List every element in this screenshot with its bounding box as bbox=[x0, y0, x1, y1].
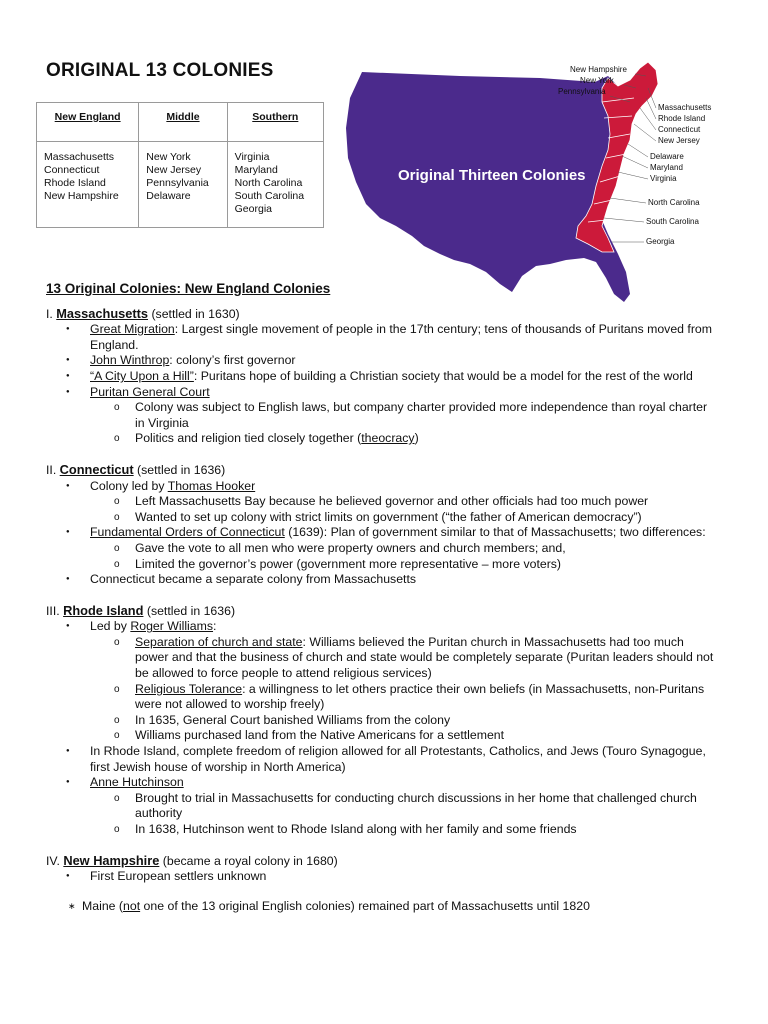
header-new-england: New England bbox=[37, 103, 139, 142]
sub-text: ) bbox=[414, 431, 419, 446]
colony-name: Rhode Island bbox=[63, 602, 144, 618]
bullet-item bbox=[46, 353, 716, 369]
bullet-item bbox=[46, 619, 716, 744]
map-label: New Jersey bbox=[658, 136, 700, 145]
sub-list bbox=[90, 494, 716, 525]
sub-item bbox=[90, 713, 716, 729]
bullet-item bbox=[46, 322, 716, 353]
colony-item: New York bbox=[146, 151, 191, 163]
colony-item: New Hampshire bbox=[44, 190, 119, 202]
map-label: Massachusetts bbox=[658, 103, 712, 112]
colony-item: Connecticut bbox=[44, 164, 100, 176]
section-title-line bbox=[46, 462, 716, 479]
colony-item: Massachusetts bbox=[44, 151, 115, 163]
bullet-text: In Rhode Island, complete freedom of religion allowed for all Protestants, Catholics, and Jews (Touro Synagogue, first Jewish house of worship in North America) bbox=[90, 744, 706, 774]
bullet-term: Anne Hutchinson bbox=[90, 775, 184, 790]
settled-note: (settled in 1636) bbox=[143, 603, 236, 618]
map-label: Delaware bbox=[650, 152, 684, 161]
map-label: Virginia bbox=[650, 174, 677, 183]
outline-section bbox=[46, 853, 716, 885]
map-label: Maryland bbox=[650, 163, 683, 172]
sub-item bbox=[90, 791, 716, 822]
bullet-term: Thomas Hooker bbox=[167, 478, 256, 493]
sub-list bbox=[90, 400, 716, 447]
bullet-text: (1639): Plan of government similar to that of Massachusetts; two differences: bbox=[284, 525, 706, 540]
middle-cell bbox=[139, 142, 227, 228]
bullet-term: Great Migration bbox=[90, 322, 175, 337]
bullet-item bbox=[46, 744, 716, 775]
sub-item bbox=[90, 557, 716, 573]
bullet-text: : Puritans hope of building a Christian society that would be a model for the rest of the world bbox=[193, 368, 693, 383]
header-middle: Middle bbox=[139, 103, 227, 142]
sub-term: theocracy bbox=[361, 431, 415, 446]
asterisk-icon: ∗ bbox=[68, 900, 76, 911]
bullet-item bbox=[46, 869, 716, 885]
sub-text: Colony was subject to English laws, but company charter provided more independence than royal charter in Virginia bbox=[135, 400, 708, 430]
bullet-list bbox=[46, 869, 716, 885]
sub-item bbox=[90, 541, 716, 557]
map-label: North Carolina bbox=[648, 198, 700, 207]
sub-item bbox=[90, 635, 716, 682]
sub-text: Gave the vote to all men who were property owners and church members; and, bbox=[135, 540, 566, 555]
sub-text: Williams purchased land from the Native Americans for a settlement bbox=[135, 728, 505, 743]
bullet-item bbox=[46, 525, 716, 572]
bullet-list bbox=[46, 322, 716, 447]
sections-container bbox=[46, 306, 716, 885]
bullet-term: Fundamental Orders of Connecticut bbox=[90, 525, 285, 540]
sub-text: Left Massachusetts Bay because he believed governor and other officials had too much power bbox=[135, 494, 649, 509]
colonies-map bbox=[340, 58, 720, 308]
sub-text: In 1635, General Court banished Williams from the colony bbox=[135, 712, 451, 727]
bullet-text: : bbox=[213, 619, 217, 634]
map-label: Rhode Island bbox=[658, 114, 706, 123]
sub-item bbox=[90, 510, 716, 526]
bullet-text: Connecticut became a separate colony from Massachusetts bbox=[90, 572, 417, 587]
colony-item: South Carolina bbox=[234, 190, 305, 202]
bullet-text: First European settlers unknown bbox=[90, 869, 267, 884]
bullet-text: Colony led by bbox=[90, 478, 168, 493]
colony-item: Georgia bbox=[234, 203, 272, 215]
colony-item: Rhode Island bbox=[44, 177, 106, 189]
colonies-table bbox=[36, 102, 324, 228]
colony-item: Maryland bbox=[234, 164, 278, 176]
sub-text: Brought to trial in Massachusetts for conducting church discussions in her home that challenged church authority bbox=[135, 790, 697, 821]
roman-numeral: II. bbox=[46, 462, 57, 477]
colony-item: Virginia bbox=[234, 151, 270, 163]
sub-item bbox=[90, 728, 716, 744]
colony-item: Delaware bbox=[146, 190, 191, 202]
sub-text: Limited the governor’s power (government more representative – more voters) bbox=[135, 556, 562, 571]
roman-numeral: III. bbox=[46, 603, 60, 618]
section-title-line bbox=[46, 306, 716, 323]
bullet-text: : colony’s first governor bbox=[169, 353, 296, 368]
bullet-term: John Winthrop bbox=[90, 353, 170, 368]
southern-cell bbox=[227, 142, 323, 228]
sub-text: In 1638, Hutchinson went to Rhode Island along with her family and some friends bbox=[135, 822, 577, 836]
map-label: New Hampshire bbox=[570, 65, 627, 74]
sub-item bbox=[90, 682, 716, 713]
sub-list bbox=[90, 541, 716, 572]
roman-numeral: I. bbox=[46, 306, 53, 321]
sub-item bbox=[90, 494, 716, 510]
footnote bbox=[46, 899, 716, 915]
outline-section bbox=[46, 462, 716, 588]
footnote-post: one of the 13 original English colonies) remained part of Massachusetts until 1820 bbox=[140, 898, 590, 913]
settled-note: (settled in 1636) bbox=[133, 462, 226, 477]
bullet-term: Roger Williams bbox=[130, 619, 214, 634]
sub-item bbox=[90, 400, 716, 431]
sub-text: : a willingness to let others practice their own beliefs (in Massachusetts, non-Puritans were not allowed to worship freely) bbox=[135, 681, 705, 712]
bullet-item bbox=[46, 369, 716, 385]
map-title: Original Thirteen Colonies bbox=[398, 167, 586, 184]
bullet-text: Led by bbox=[90, 619, 131, 634]
sub-term: Religious Tolerance bbox=[135, 681, 243, 696]
outline-section bbox=[46, 603, 716, 838]
bullet-list bbox=[46, 479, 716, 588]
settled-note: (became a royal colony in 1680) bbox=[159, 853, 338, 868]
sub-item bbox=[90, 822, 716, 838]
bullet-list bbox=[46, 619, 716, 837]
bullet-item bbox=[46, 479, 716, 526]
map-label: Georgia bbox=[646, 237, 675, 246]
footnote-term: not bbox=[123, 898, 141, 913]
header-southern: Southern bbox=[227, 103, 323, 142]
sub-list bbox=[90, 791, 716, 838]
sub-term: Separation of church and state bbox=[135, 634, 303, 649]
section-title-line bbox=[46, 853, 716, 870]
map-label: New York bbox=[580, 76, 614, 85]
bullet-item bbox=[46, 385, 716, 447]
sub-list bbox=[90, 635, 716, 744]
bullet-text: : Largest single movement of people in the 17th century; tens of thousands of Puritans moved from England. bbox=[90, 322, 713, 352]
bullet-term: “A City Upon a Hill” bbox=[90, 368, 194, 383]
footnote-pre: Maine ( bbox=[82, 898, 124, 913]
outline-section bbox=[46, 306, 716, 447]
bullet-item bbox=[46, 572, 716, 588]
colony-item: New Jersey bbox=[146, 164, 202, 176]
section-title-line bbox=[46, 603, 716, 620]
section-heading: 13 Original Colonies: New England Colonies bbox=[46, 281, 331, 296]
settled-note: (settled in 1630) bbox=[148, 306, 240, 321]
colony-name: Connecticut bbox=[59, 461, 134, 477]
roman-numeral: IV. bbox=[46, 853, 60, 868]
sub-text: : Williams believed the Puritan church in Massachusetts had too much power and that the business of church and state would be completely separate (Puritan leaders should not be allowed to force people to attend religious services) bbox=[135, 634, 714, 681]
page-title: ORIGINAL 13 COLONIES bbox=[46, 60, 274, 81]
sub-item bbox=[90, 431, 716, 447]
document-body bbox=[46, 281, 716, 914]
bullet-item bbox=[46, 775, 716, 837]
colony-item: Pennsylvania bbox=[146, 177, 209, 189]
colony-name: New Hampshire bbox=[63, 852, 160, 868]
map-label: Pennsylvania bbox=[558, 87, 606, 96]
colony-item: North Carolina bbox=[234, 177, 303, 189]
new-england-cell bbox=[37, 142, 139, 228]
sub-text: Politics and religion tied closely together ( bbox=[135, 431, 362, 446]
sub-text: Wanted to set up colony with strict limits on government (“the father of American democracy”) bbox=[135, 509, 642, 524]
colony-name: Massachusetts bbox=[56, 305, 149, 321]
bullet-term: Puritan General Court bbox=[90, 384, 210, 399]
map-label: South Carolina bbox=[646, 217, 699, 226]
map-label: Connecticut bbox=[658, 125, 701, 134]
